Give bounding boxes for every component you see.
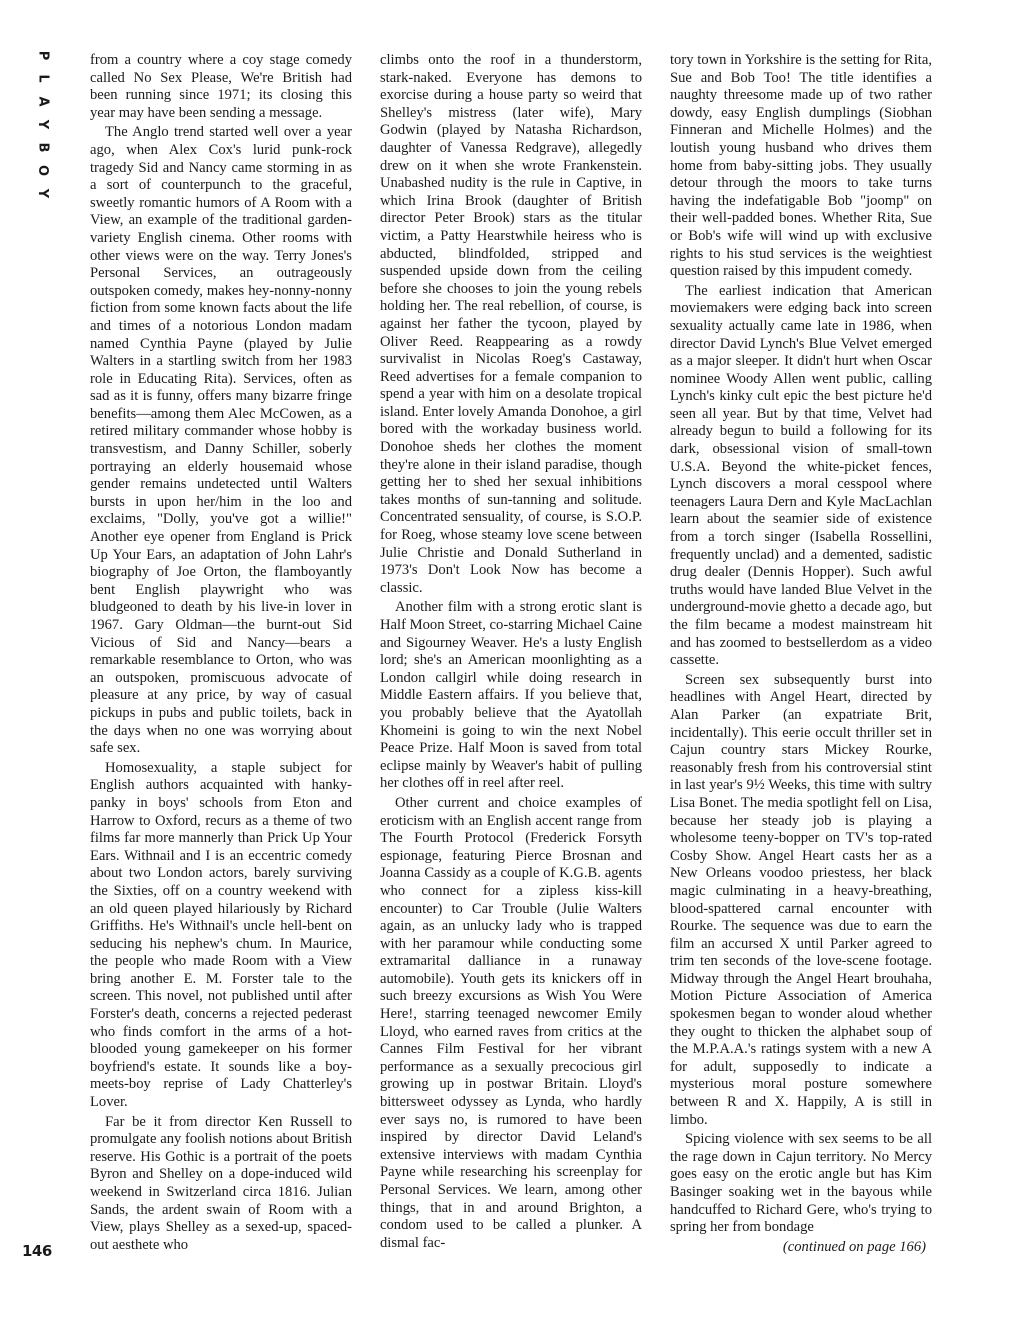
paragraph: Homosexuality, a staple subject for English authors acquainted with hanky-panky in boys' schools from Eton and Harrow to Oxford, recurs as a theme of two films far more mannerly than Prick Up Your Ears. Withnail and I is an eccentric comedy about two London actors, barely surviving the Sixties, off on a country weekend with an old queen played hilariously by Richard Griffiths. He's Withnail's uncle hell-bent on seducing his nephew's chum. In Maurice, the people who made Room with a View bring another E. M. Forster tale to the screen. This novel, not published until after Forster's death, concerns a rejected pederast who finds comfort in the arms of a hot-blooded young gamekeeper on his former boyfriend's estate. It sounds like a boy-meets-boy reprise of Lady Chatterley's Lover. — [90, 759, 352, 1111]
masthead-letter: B — [35, 142, 51, 153]
masthead-letter: L — [35, 74, 51, 83]
paragraph: The Anglo trend started well over a year ago, when Alex Cox's lurid punk-rock tragedy Sid and Nancy came storming in as a sort of counterpunch to the graceful, sweetly romantic humors of A Room with a View, an example of the traditional garden-variety English cinema. Other rooms with other views were on the way. Terry Jones's Personal Services, an outrageously outspoken comedy, makes hey-nonny-nonny fiction from some known facts about the life and times of a notorious London madam named Cynthia Payne (played by Julie Walters in a startling switch from her 1983 role in Educating Rita). Services, often as sad as it is funny, offers many bizarre fringe benefits—among them Alec McCowen, as a retired military commander whose hobby is transvestism, and Danny Schiller, soberly portraying an elderly housemaid whose gender remains undetected until Walters bursts in upon her/him in the loo and exclaims, "Dolly, you've got a willie!" Another eye opener from England is Prick Up Your Ears, an adaptation of John Lahr's biography of Joe Orton, the flamboyantly bent English playwright who was bludgeoned to death by his live-in lover in 1967. Gary Oldman—the burnt-out Sid Vicious of Sid and Nancy—bears a remarkable resemblance to Orton, who was an outspoken, promiscuous advocate of pleasure at any price, by way of casual pickups in pubs and public toilets, back in the days when no one was worrying about safe sex. — [90, 124, 352, 757]
article-body — [90, 52, 932, 1270]
paragraph: Far be it from director Ken Russell to promulgate any foolish notions about British reserve. His Gothic is a portrait of the poets Byron and Shelley on a dope-induced wild weekend in Switzerland circa 1816. Julian Sands, the ardent swain of Room with a View, plays Shelley as a sexed-up, spaced-out aesthete who — [90, 1113, 352, 1253]
paragraph: Other current and choice examples of eroticism with an English accent range from The Fourth Protocol (Frederick Forsyth espionage, featuring Pierce Brosnan and Joanna Cassidy as a couple of K.G.B. agents who connect for a zipless kiss-kill encounter) to Car Trouble (Julie Walters again, as an unlucky lady who is trapped with her paramour while conducting some extramarital dalliance in a runaway automobile). Youth gets its knickers off in such breezy excursions as Wish You Were Here!, starring teenaged newcomer Emily Lloyd, who earned raves from critics at the Cannes Film Festival for her vibrant performance as a sexually precocious girl growing up in postwar Britain. Lloyd's bittersweet odyssey as Lynda, who hardly ever says no, is rumored to have been inspired by director David Leland's extensive interviews with madam Cynthia Payne while researching his screenplay for Personal Services. We learn, among other things, that in and around Brighton, a condom used to be called a plunker. A dismal fac- — [380, 794, 642, 1251]
continued-note: (continued on page 166) — [782, 1238, 926, 1255]
page-number: 146 — [22, 1242, 52, 1260]
masthead — [28, 44, 58, 205]
paragraph: climbs onto the roof in a thunderstorm, stark-naked. Everyone has demons to exorcise during a house party so weird that Shelley's mistress (later wife), Mary Godwin (played by Natasha Richardson, daughter of Vanessa Redgrave), allegedly drew on it when she wrote Frankenstein. Unabashed nudity is the rule in Captive, in which Irina Brook (daughter of British director Peter Brook) stars as the titular victim, a Patty Hearstwhile heiress who is abducted, blindfolded, stripped and suspended upside down from the ceiling before she chooses to join the young rebels holding her. The real rebellion, of course, is against her father the tycoon, played by Oliver Reed. Reappearing as a rowdy survivalist in Nicolas Roeg's Castaway, Reed advertises for a female companion to spend a year with him on a desolate tropical island. Enter lovely Amanda Donohoe, a girl bored with the workaday business world. Donohoe sheds her clothes the moment they're alone in their island paradise, though getting her to shed her sexual inhibitions takes months of sun-tanning and solitude. Concentrated sensuality, of course, is S.O.P. for Roeg, whose steamy love scene between Julie Christie and Donald Sutherland in 1973's Don't Look Now has become a classic. — [380, 52, 642, 596]
masthead-letter: Y — [35, 119, 51, 130]
masthead-letter: O — [35, 164, 51, 177]
column-3 — [670, 52, 932, 1270]
paragraph: tory town in Yorkshire is the setting for Rita, Sue and Bob Too! The title identifies a naughty threesome made up of two rather dowdy, easy English dumplings (Siobhan Finneran and Michelle Holmes) and the loutish young husband who drives them home from baby-sitting jobs. They usually detour through the moors to take turns having the indefatigable Bob "joomp" on their well-padded bones. Whether Rita, Sue or Bob's wife will wind up with exclusive rights to his stud services is the weightiest question raised by this impudent comedy. — [670, 52, 932, 280]
masthead-letter: Y — [35, 188, 51, 199]
paragraph: from a country where a coy stage comedy called No Sex Please, We're British had been running since 1971; its closing this year may have been sending a message. — [90, 52, 352, 121]
masthead-letter: P — [35, 50, 51, 61]
paragraph: Spicing violence with sex seems to be all the rage down in Cajun territory. No Mercy goes easy on the erotic angle but has Kim Basinger soaking wet in the bayous while handcuffed to Richard Gere, who's trying to spring her from bondage — [670, 1131, 932, 1236]
paragraph: The earliest indication that American moviemakers were edging back into screen sexuality actually came late in 1986, when director David Lynch's Blue Velvet emerged as a major sleeper. It didn't hurt when Oscar nominee Woody Allen went public, calling Lynch's kinky cult epic the best picture he'd seen all year. But by that time, Velvet had already begun to build a following for its dark, obsessional vision of small-town U.S.A. Beyond the white-picket fences, Lynch discovers a moral cesspool where teenagers Laura Dern and Kyle MacLachlan learn about the seamier side of existence from a torch singer (Isabella Rossellini, frequently unclad) and a demented, sadistic drug dealer (Dennis Hopper). Such awful truths would have landed Blue Velvet in the underground-movie ghetto a decade ago, but the film became a modest mainstream hit and has zoomed to bestsellerdom as a video cassette. — [670, 282, 932, 669]
column-1 — [90, 52, 352, 1270]
paragraph: Screen sex subsequently burst into headlines with Angel Heart, directed by Alan Parker (an expatriate Brit, incidentally). This eerie occult thriller set in Cajun country stars Mickey Rourke, reasonably fresh from his controversial stint in last year's 9½ Weeks, this time with sultry Lisa Bonet. The media spotlight fell on Lisa, because her steady job is playing a wholesome teeny-bopper on TV's top-rated Cosby Show. Angel Heart casts her as a New Orleans voodoo priestess, her black magic culminating in a heavy-breathing, blood-spattered carnal encounter with Rourke. The sequence was due to earn the film an accursed X until Parker agreed to trim ten seconds of the love-scene footage. Midway through the Angel Heart brouhaha, Motion Picture Association of America spokesmen began to wonder aloud whether they ought to thicken the alphabet soup of the M.P.A.A.'s ratings system with a new A for adult, supposedly to indicate a mysterious moral posture somewhere between R and X. Happily, A is still in limbo. — [670, 671, 932, 1128]
paragraph: Another film with a strong erotic slant is Half Moon Street, co-starring Michael Caine and Sigourney Weaver. He's a lusty English lord; she's an American moonlighting as a London callgirl while doing research in Middle Eastern affairs. If you believe that, you probably believe that the Ayatollah Khomeini is going to win the next Nobel Peace Prize. Half Moon is saved from total eclipse mainly by Weaver's habit of pulling her clothes off in reel after reel. — [380, 599, 642, 792]
masthead-letter: A — [35, 96, 51, 107]
column-2 — [380, 52, 642, 1270]
